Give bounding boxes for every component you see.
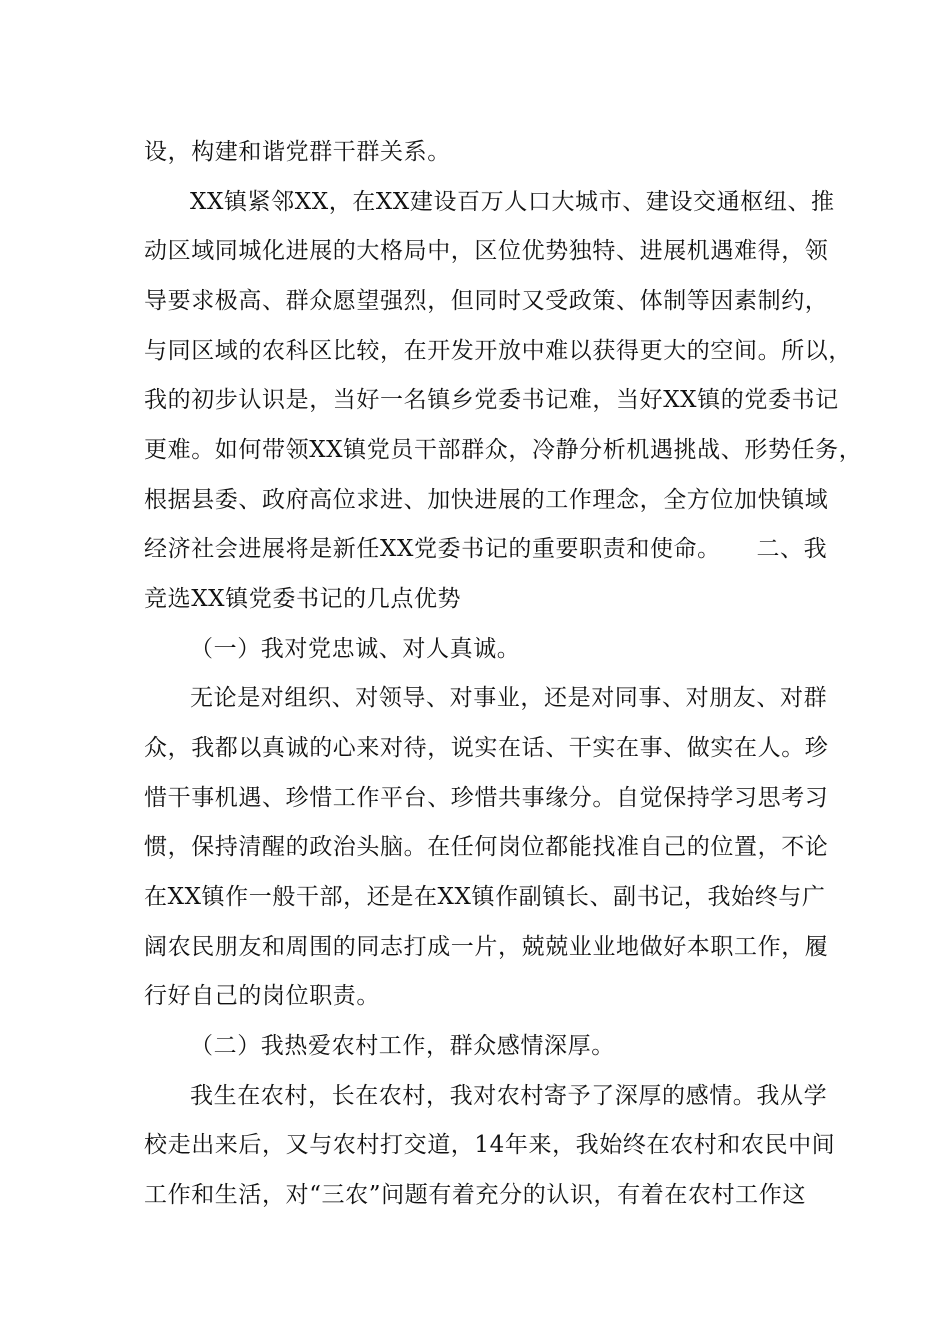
text-line: 惯，保持清醒的政治头脑。在任何岗位都能找准自己的位置，不论 — [144, 834, 829, 860]
text-line: 动区域同城化进展的大格局中，区位优势独特、进展机遇难得，领 — [144, 238, 829, 264]
text-line: 行好自己的岗位职责。 — [144, 983, 380, 1009]
text-line: 导要求极高、群众愿望强烈，但同时又受政策、体制等因素制约， — [144, 288, 829, 314]
text-line: 惜干事机遇、珍惜工作平台、珍惜共事缘分。自觉保持学习思考习 — [144, 785, 829, 811]
text-line: 工作和生活，对“三农”问题有着充分的认识，有着在农村工作这 — [144, 1182, 806, 1208]
text-line: 经济社会进展将是新任XX党委书记的重要职责和使命。 二、我 — [144, 536, 828, 562]
text-line: 校走出来后，又与农村打交道，14年来，我始终在农村和农民中间 — [144, 1132, 836, 1158]
text-line: 在XX镇作一般干部，还是在XX镇作副镇长、副书记，我始终与广 — [144, 884, 826, 910]
text-line: 更难。如何带领XX镇党员干部群众，冷静分析机遇挑战、形势任务， — [144, 437, 863, 463]
section-heading: （一）我对党忠诚、对人真诚。 — [190, 636, 521, 662]
text-line: 竞选XX镇党委书记的几点优势 — [144, 586, 462, 612]
text-line: 阔农民朋友和周围的同志打成一片，兢兢业业地做好本职工作，履 — [144, 934, 829, 960]
text-line: 我的初步认识是，当好一名镇乡党委书记难，当好XX镇的党委书记 — [144, 387, 839, 413]
text-line: 根据县委、政府高位求进、加快进展的工作理念，全方位加快镇域 — [144, 487, 829, 513]
text-line: 我生在农村，长在农村，我对农村寄予了深厚的感情。我从学 — [190, 1083, 828, 1109]
text-line: 无论是对组织、对领导、对事业，还是对同事、对朋友、对群 — [190, 685, 828, 711]
text-line: 设，构建和谐党群干群关系。 — [144, 139, 451, 165]
text-line: XX镇紧邻XX，在XX建设百万人口大城市、建设交通枢纽、推 — [190, 189, 835, 215]
text-line: 与同区域的农科区比较，在开发开放中难以获得更大的空间。所以， — [144, 338, 852, 364]
section-heading: （二）我热爱农村工作，群众感情深厚。 — [190, 1033, 615, 1059]
text-line: 众，我都以真诚的心来对待，说实在话、干实在事、做实在人。珍 — [144, 735, 829, 761]
